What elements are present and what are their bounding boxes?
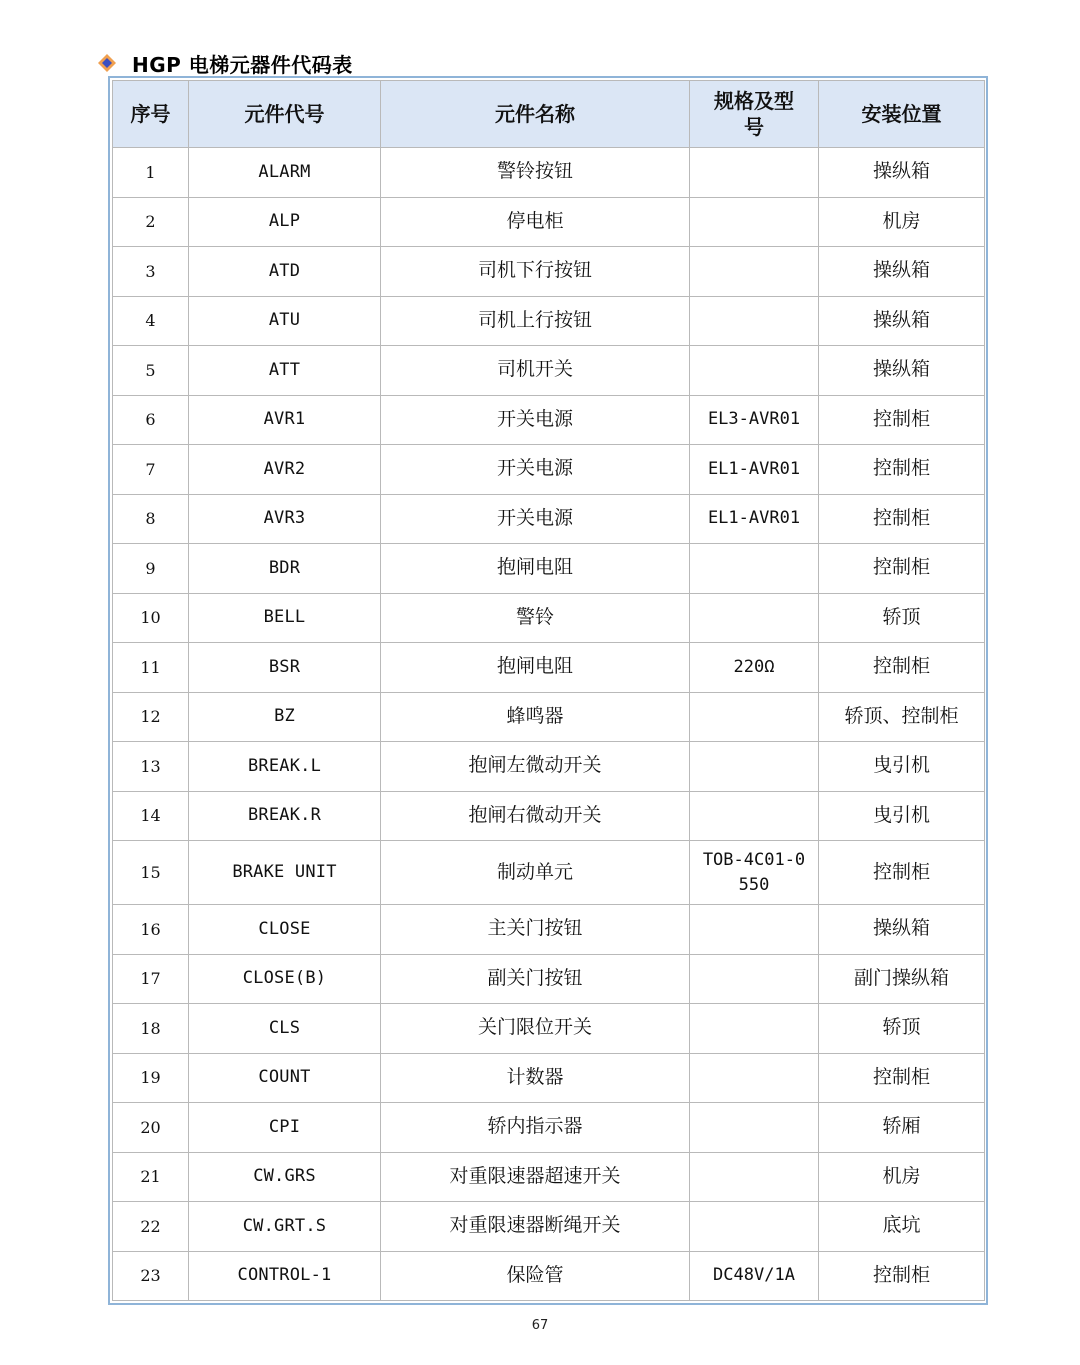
cell-spec [690,692,819,742]
cell-code: ALP [189,197,381,247]
cell-code: CONTROL-1 [189,1251,381,1301]
cell-code: BZ [189,692,381,742]
table-row [113,1251,985,1301]
cell-spec [690,742,819,792]
header-spec-line2: 号 [744,115,764,139]
cell-spec [690,544,819,594]
cell-index: 10 [113,593,189,643]
cell-index: 19 [113,1053,189,1103]
component-code-table-frame [108,76,988,1305]
cell-location: 控制柜 [819,445,985,495]
cell-name: 停电柜 [381,197,690,247]
cell-location: 轿顶 [819,1004,985,1054]
table-row [113,791,985,841]
cell-code: ATT [189,346,381,396]
cell-name: 对重限速器断绳开关 [381,1202,690,1252]
cell-code: BDR [189,544,381,594]
cell-name: 副关门按钮 [381,954,690,1004]
cell-location: 控制柜 [819,1251,985,1301]
table-row [113,742,985,792]
header-code: 元件代号 [189,81,381,148]
cell-location: 控制柜 [819,395,985,445]
cell-index: 22 [113,1202,189,1252]
header-spec [690,81,819,148]
table-row [113,395,985,445]
cell-index: 4 [113,296,189,346]
cell-index: 17 [113,954,189,1004]
cell-spec [690,1053,819,1103]
cell-location: 副门操纵箱 [819,954,985,1004]
table-body [113,148,985,1301]
cell-code: CPI [189,1103,381,1153]
section-heading [96,48,353,78]
cell-spec [690,791,819,841]
cell-name: 对重限速器超速开关 [381,1152,690,1202]
cell-index: 5 [113,346,189,396]
cell-name: 抱闸电阻 [381,643,690,693]
cell-name: 开关电源 [381,395,690,445]
table-row [113,148,985,198]
table-header-row [113,81,985,148]
cell-code: BREAK.L [189,742,381,792]
cell-spec [690,1103,819,1153]
table-row [113,841,985,905]
cell-spec-line2: 550 [738,874,770,895]
cell-code: BELL [189,593,381,643]
cell-name: 关门限位开关 [381,1004,690,1054]
cell-location: 操纵箱 [819,346,985,396]
cell-index: 6 [113,395,189,445]
cell-name: 计数器 [381,1053,690,1103]
cell-location: 操纵箱 [819,247,985,297]
cell-location: 操纵箱 [819,148,985,198]
table-row [113,905,985,955]
cell-name: 开关电源 [381,494,690,544]
cell-name: 警铃按钮 [381,148,690,198]
header-spec-line1: 规格及型 [714,89,794,113]
cell-index: 12 [113,692,189,742]
cell-location: 轿顶、控制柜 [819,692,985,742]
cell-index: 7 [113,445,189,495]
cell-index: 15 [113,841,189,905]
cell-code: CW.GRT.S [189,1202,381,1252]
table-row [113,954,985,1004]
cell-location: 曳引机 [819,791,985,841]
cell-location: 轿厢 [819,1103,985,1153]
table-row [113,593,985,643]
cell-name: 保险管 [381,1251,690,1301]
cell-code: AVR3 [189,494,381,544]
cell-spec: EL1-AVR01 [690,494,819,544]
cell-location: 控制柜 [819,643,985,693]
cell-location: 机房 [819,197,985,247]
cell-index: 11 [113,643,189,693]
cell-index: 23 [113,1251,189,1301]
cell-code: CLS [189,1004,381,1054]
table-row [113,544,985,594]
table-row [113,643,985,693]
cell-spec [690,296,819,346]
cell-index: 9 [113,544,189,594]
cell-code: CLOSE [189,905,381,955]
section-title: HGP 电梯元器件代码表 [132,52,353,77]
cell-index: 16 [113,905,189,955]
table-row [113,1103,985,1153]
cell-spec [690,247,819,297]
cell-index: 18 [113,1004,189,1054]
cell-spec: DC48V/1A [690,1251,819,1301]
cell-location: 控制柜 [819,1053,985,1103]
cell-spec [690,148,819,198]
cell-code: BREAK.R [189,791,381,841]
cell-code: BRAKE UNIT [189,841,381,905]
cell-index: 21 [113,1152,189,1202]
cell-name: 轿内指示器 [381,1103,690,1153]
cell-code: AVR1 [189,395,381,445]
cell-spec [690,905,819,955]
cell-code: ALARM [189,148,381,198]
cell-code: ATD [189,247,381,297]
cell-index: 1 [113,148,189,198]
cell-name: 主关门按钮 [381,905,690,955]
cell-index: 14 [113,791,189,841]
component-code-table [112,80,985,1301]
cell-name: 抱闸右微动开关 [381,791,690,841]
cell-location: 控制柜 [819,494,985,544]
cell-name: 开关电源 [381,445,690,495]
table-row [113,1053,985,1103]
table-row [113,346,985,396]
table-row [113,494,985,544]
cell-spec [690,197,819,247]
cell-name: 警铃 [381,593,690,643]
cell-location: 机房 [819,1152,985,1202]
cell-spec: 220Ω [690,643,819,693]
header-index: 序号 [113,81,189,148]
cell-name: 蜂鸣器 [381,692,690,742]
cell-spec [690,1202,819,1252]
table-row [113,692,985,742]
page-number: 67 [531,1318,549,1333]
cell-spec [690,346,819,396]
cell-index: 8 [113,494,189,544]
diamond-arrow-bullet-icon [96,52,118,74]
cell-name: 司机下行按钮 [381,247,690,297]
cell-code: BSR [189,643,381,693]
table-row [113,1152,985,1202]
cell-code: AVR2 [189,445,381,495]
cell-location: 控制柜 [819,544,985,594]
header-location: 安装位置 [819,81,985,148]
table-row [113,1004,985,1054]
cell-spec [690,954,819,1004]
cell-spec [690,841,819,905]
cell-code: CW.GRS [189,1152,381,1202]
table-row [113,197,985,247]
cell-index: 3 [113,247,189,297]
header-name: 元件名称 [381,81,690,148]
cell-spec: EL1-AVR01 [690,445,819,495]
cell-name: 司机上行按钮 [381,296,690,346]
cell-location: 控制柜 [819,841,985,905]
cell-location: 曳引机 [819,742,985,792]
cell-name: 抱闸左微动开关 [381,742,690,792]
table-row [113,247,985,297]
cell-code: CLOSE(B) [189,954,381,1004]
table-row [113,296,985,346]
cell-index: 20 [113,1103,189,1153]
cell-location: 操纵箱 [819,905,985,955]
cell-code: ATU [189,296,381,346]
cell-location: 轿顶 [819,593,985,643]
cell-name: 抱闸电阻 [381,544,690,594]
table-row [113,1202,985,1252]
cell-spec [690,1004,819,1054]
cell-spec-line1: TOB-4C01-0 [702,849,806,870]
cell-location: 操纵箱 [819,296,985,346]
cell-spec [690,593,819,643]
cell-name: 制动单元 [381,841,690,905]
table-row [113,445,985,495]
cell-spec: EL3-AVR01 [690,395,819,445]
cell-name: 司机开关 [381,346,690,396]
cell-index: 2 [113,197,189,247]
cell-spec [690,1152,819,1202]
cell-index: 13 [113,742,189,792]
cell-code: COUNT [189,1053,381,1103]
cell-location: 底坑 [819,1202,985,1252]
